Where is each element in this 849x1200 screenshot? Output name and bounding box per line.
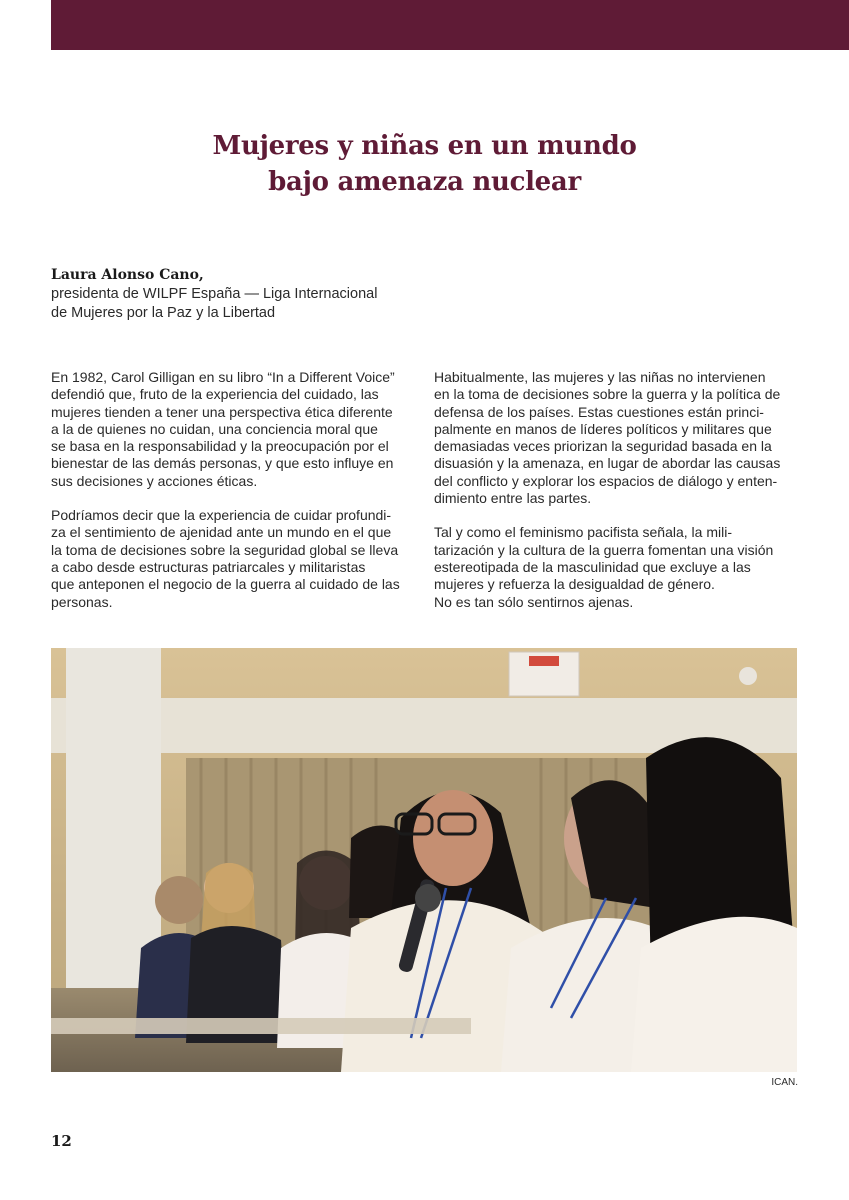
author-role-line-2: de Mujeres por la Paz y la Libertad (51, 305, 276, 321)
page-number: 12 (51, 1132, 72, 1150)
text-line: en la toma de decisiones sobre la guerra y la política de (434, 386, 781, 403)
text-line: demasiadas veces priorizan la seguridad basada en la (434, 438, 772, 455)
author-role-line-1: presidenta de WILPF España — Liga Internacional (51, 286, 378, 302)
header-bar (51, 0, 849, 50)
text-line: bienestar de las demás personas, y que esto influye en (51, 455, 394, 472)
text-line: que anteponen el negocio de la guerra al cuidado de las (51, 576, 400, 593)
photo-illustration (51, 648, 797, 1072)
text-line: mujeres y refuerza la desigualdad de género. (434, 576, 715, 593)
text-line: Tal y como el feminismo pacifista señala, la mili- (434, 524, 732, 541)
text-line: personas. (51, 593, 113, 610)
text-line: del conflicto y explorar los espacios de diálogo y enten- (434, 472, 778, 489)
text-line: za el sentimiento de ajenidad ante un mundo en el que (51, 524, 392, 541)
text-line: la toma de decisiones sobre la seguridad global se lleva (51, 541, 399, 558)
body-column-left (51, 369, 413, 628)
conference-photo (51, 648, 797, 1072)
text-line: palmente en manos de líderes políticos y militares que (434, 420, 772, 437)
text-line: defensa de los países. Estas cuestiones están princi- (434, 403, 764, 420)
text-line: estereotipada de la masculinidad que excluye a las (434, 558, 751, 575)
text-line: No es tan sólo sentirnos ajenas. (434, 593, 634, 610)
paragraph (51, 369, 413, 490)
text-line: a la de quienes no cuidan, una conciencia moral que (51, 420, 378, 437)
paragraph (51, 507, 413, 611)
text-line: defendió que, fruto de la experiencia del cuidado, las (51, 386, 379, 403)
author-block (51, 266, 431, 323)
author-name: Laura Alonso Cano, (51, 267, 204, 283)
title-line-1: Mujeres y niñas en un mundo (212, 131, 637, 161)
text-line: Podríamos decir que la experiencia de cuidar profundi- (51, 507, 392, 524)
body-column-right (434, 369, 796, 628)
paragraph (434, 369, 796, 507)
text-line: disuasión y la amenaza, en lugar de abordar las causas (434, 455, 781, 472)
text-line: a cabo desde estructuras patriarcales y militaristas (51, 558, 366, 575)
text-line: se basa en la responsabilidad y la preocupación por el (51, 438, 389, 455)
title-line-2: bajo amenaza nuclear (268, 167, 581, 197)
text-line: En 1982, Carol Gilligan en su libro “In a Different Voice” (51, 369, 395, 385)
text-line: Habitualmente, las mujeres y las niñas no intervienen (434, 369, 766, 385)
paragraph (434, 524, 796, 610)
text-line: mujeres tienden a tener una perspectiva ética diferente (51, 403, 393, 420)
text-line: sus decisiones y acciones éticas. (51, 472, 258, 489)
text-line: tarización y la cultura de la guerra fomentan una visión (434, 541, 774, 558)
photo-credit: ICAN. (771, 1077, 798, 1088)
text-line: dimiento entre las partes. (434, 490, 592, 507)
article-title (0, 128, 849, 200)
